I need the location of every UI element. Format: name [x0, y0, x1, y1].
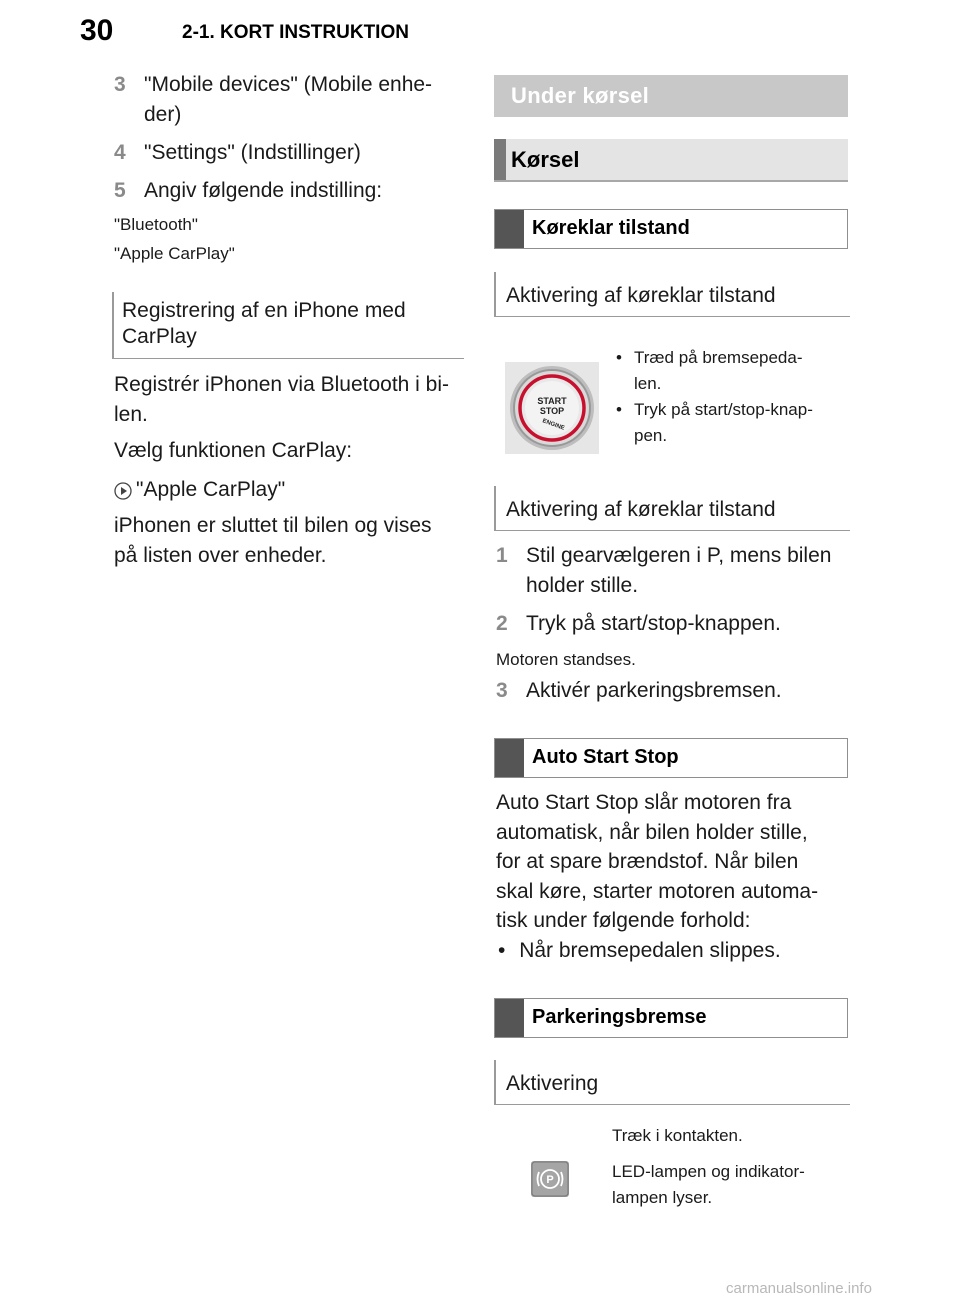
text-line: tisk under følgende forhold: — [496, 909, 751, 932]
subheading-text: Aktivering — [506, 1072, 599, 1095]
park-led-note — [612, 1159, 847, 1211]
button-text-stop: STOP — [539, 406, 565, 416]
step-text-line: holder stille. — [526, 574, 639, 597]
text-line: skal køre, starter motoren automa- — [496, 879, 819, 903]
setting-bluetooth: "Bluetooth" — [114, 215, 198, 234]
bullet-dot: • — [616, 348, 622, 367]
step-2-right — [496, 609, 846, 639]
bullet-brake — [616, 345, 841, 397]
step-3 — [114, 70, 464, 130]
heading-auto-start-stop — [494, 738, 848, 778]
subheading-activation-2 — [494, 486, 850, 531]
text-line: for at spare brændstof. Når bilen — [496, 850, 799, 873]
heading-under-korsel — [494, 75, 848, 117]
page-number: 30 — [80, 14, 114, 47]
step-number: 1 — [496, 544, 508, 567]
heading-korsel — [494, 139, 848, 182]
paragraph-select-function: Vælg funktionen CarPlay: — [114, 439, 353, 462]
text-line: LED-lampen og indikator- — [612, 1162, 805, 1181]
step-number: 3 — [496, 679, 508, 702]
step-text: Aktivér parkeringsbremsen. — [526, 679, 782, 702]
subheading-text: Aktivering af køreklar tilstand — [506, 284, 776, 307]
heading-bar — [494, 139, 506, 180]
step-text-line: Tryk på start/stop-knappen. — [526, 612, 781, 635]
bullet-brake-release — [498, 936, 848, 966]
bullet-press-button — [616, 397, 841, 449]
start-stop-button-icon — [505, 362, 599, 454]
chapter-title: 2-1. KORT INSTRUKTION — [182, 22, 409, 43]
bullet-text: pen. — [634, 426, 668, 445]
section-heading-line: CarPlay — [122, 325, 197, 348]
text-line: på listen over enheder. — [114, 544, 327, 567]
bullet-text: Tryk på start/stop-knap- — [634, 400, 813, 419]
step-number: 2 — [496, 612, 508, 635]
bullet-dot: • — [616, 400, 622, 419]
button-text-start: START — [537, 396, 567, 406]
heading-text: Parkeringsbremse — [532, 1006, 707, 1028]
heading-text: Køreklar tilstand — [532, 217, 690, 239]
play-arrow-icon — [114, 482, 132, 500]
step-1-right — [496, 541, 846, 601]
bullet-text: len. — [634, 374, 662, 393]
step-text-line: der) — [144, 103, 182, 126]
paragraph-register — [114, 370, 464, 430]
text-line: iPhonen er sluttet til bilen og vises — [114, 514, 432, 537]
text-line: automatisk, når bilen holder stille, — [496, 820, 808, 844]
step-number: 5 — [114, 179, 126, 202]
bullet-text: Når bremsepedalen slippes. — [519, 939, 781, 962]
section-heading-line: Registrering af en iPhone med — [122, 299, 406, 322]
setting-carplay: "Apple CarPlay" — [114, 244, 235, 263]
start-stop-button-image — [505, 362, 599, 454]
bullet-dot: • — [498, 939, 506, 962]
heading-bar — [495, 210, 524, 248]
menu-item-apple-carplay — [114, 475, 454, 505]
text-line: Auto Start Stop slår motoren fra — [496, 791, 792, 814]
heading-text: Under kørsel — [511, 83, 650, 108]
subheading-aktivering — [494, 1060, 850, 1105]
step-3-right — [496, 676, 846, 706]
note-engine-stops: Motoren standses. — [496, 650, 636, 669]
heading-koreklar-tilstand — [494, 209, 848, 249]
text-line: lampen lyser. — [612, 1188, 713, 1207]
subheading-activation-1 — [494, 272, 850, 317]
step-5 — [114, 176, 464, 206]
footer-watermark[interactable]: carmanualsonline.info — [726, 1280, 872, 1297]
section-heading-carplay — [112, 292, 464, 359]
heading-text: Kørsel — [511, 147, 580, 172]
bullet-text: Træd på bremsepeda- — [634, 348, 803, 367]
step-text-line: "Mobile devices" (Mobile enhe- — [144, 73, 433, 96]
step-number: 4 — [114, 141, 126, 164]
text-line: len. — [114, 403, 148, 426]
step-text: "Settings" (Indstillinger) — [144, 141, 361, 164]
heading-bar — [495, 999, 524, 1037]
menu-item-label: "Apple CarPlay" — [136, 478, 286, 501]
subheading-text: Aktivering af køreklar tilstand — [506, 498, 776, 521]
text-line: Registrér iPhonen via Bluetooth i bi- — [114, 373, 450, 396]
step-number: 3 — [114, 73, 126, 96]
paragraph-auto-start-stop — [496, 788, 846, 936]
step-text-line: Stil gearvælgeren i P, mens bilen — [526, 544, 832, 567]
parking-brake-switch-image — [531, 1161, 569, 1197]
step-4 — [114, 138, 464, 168]
button-text-engine: ENGINE — [541, 418, 566, 432]
paragraph-connected — [114, 511, 464, 571]
parking-brake-icon — [531, 1161, 569, 1197]
heading-text: Auto Start Stop — [532, 746, 679, 768]
heading-parkeringsbremse — [494, 998, 848, 1038]
step-text: Angiv følgende indstilling: — [144, 179, 383, 202]
svg-text:P: P — [546, 1174, 554, 1186]
heading-bar — [495, 739, 524, 777]
park-instruction: Træk i kontakten. — [612, 1126, 743, 1145]
